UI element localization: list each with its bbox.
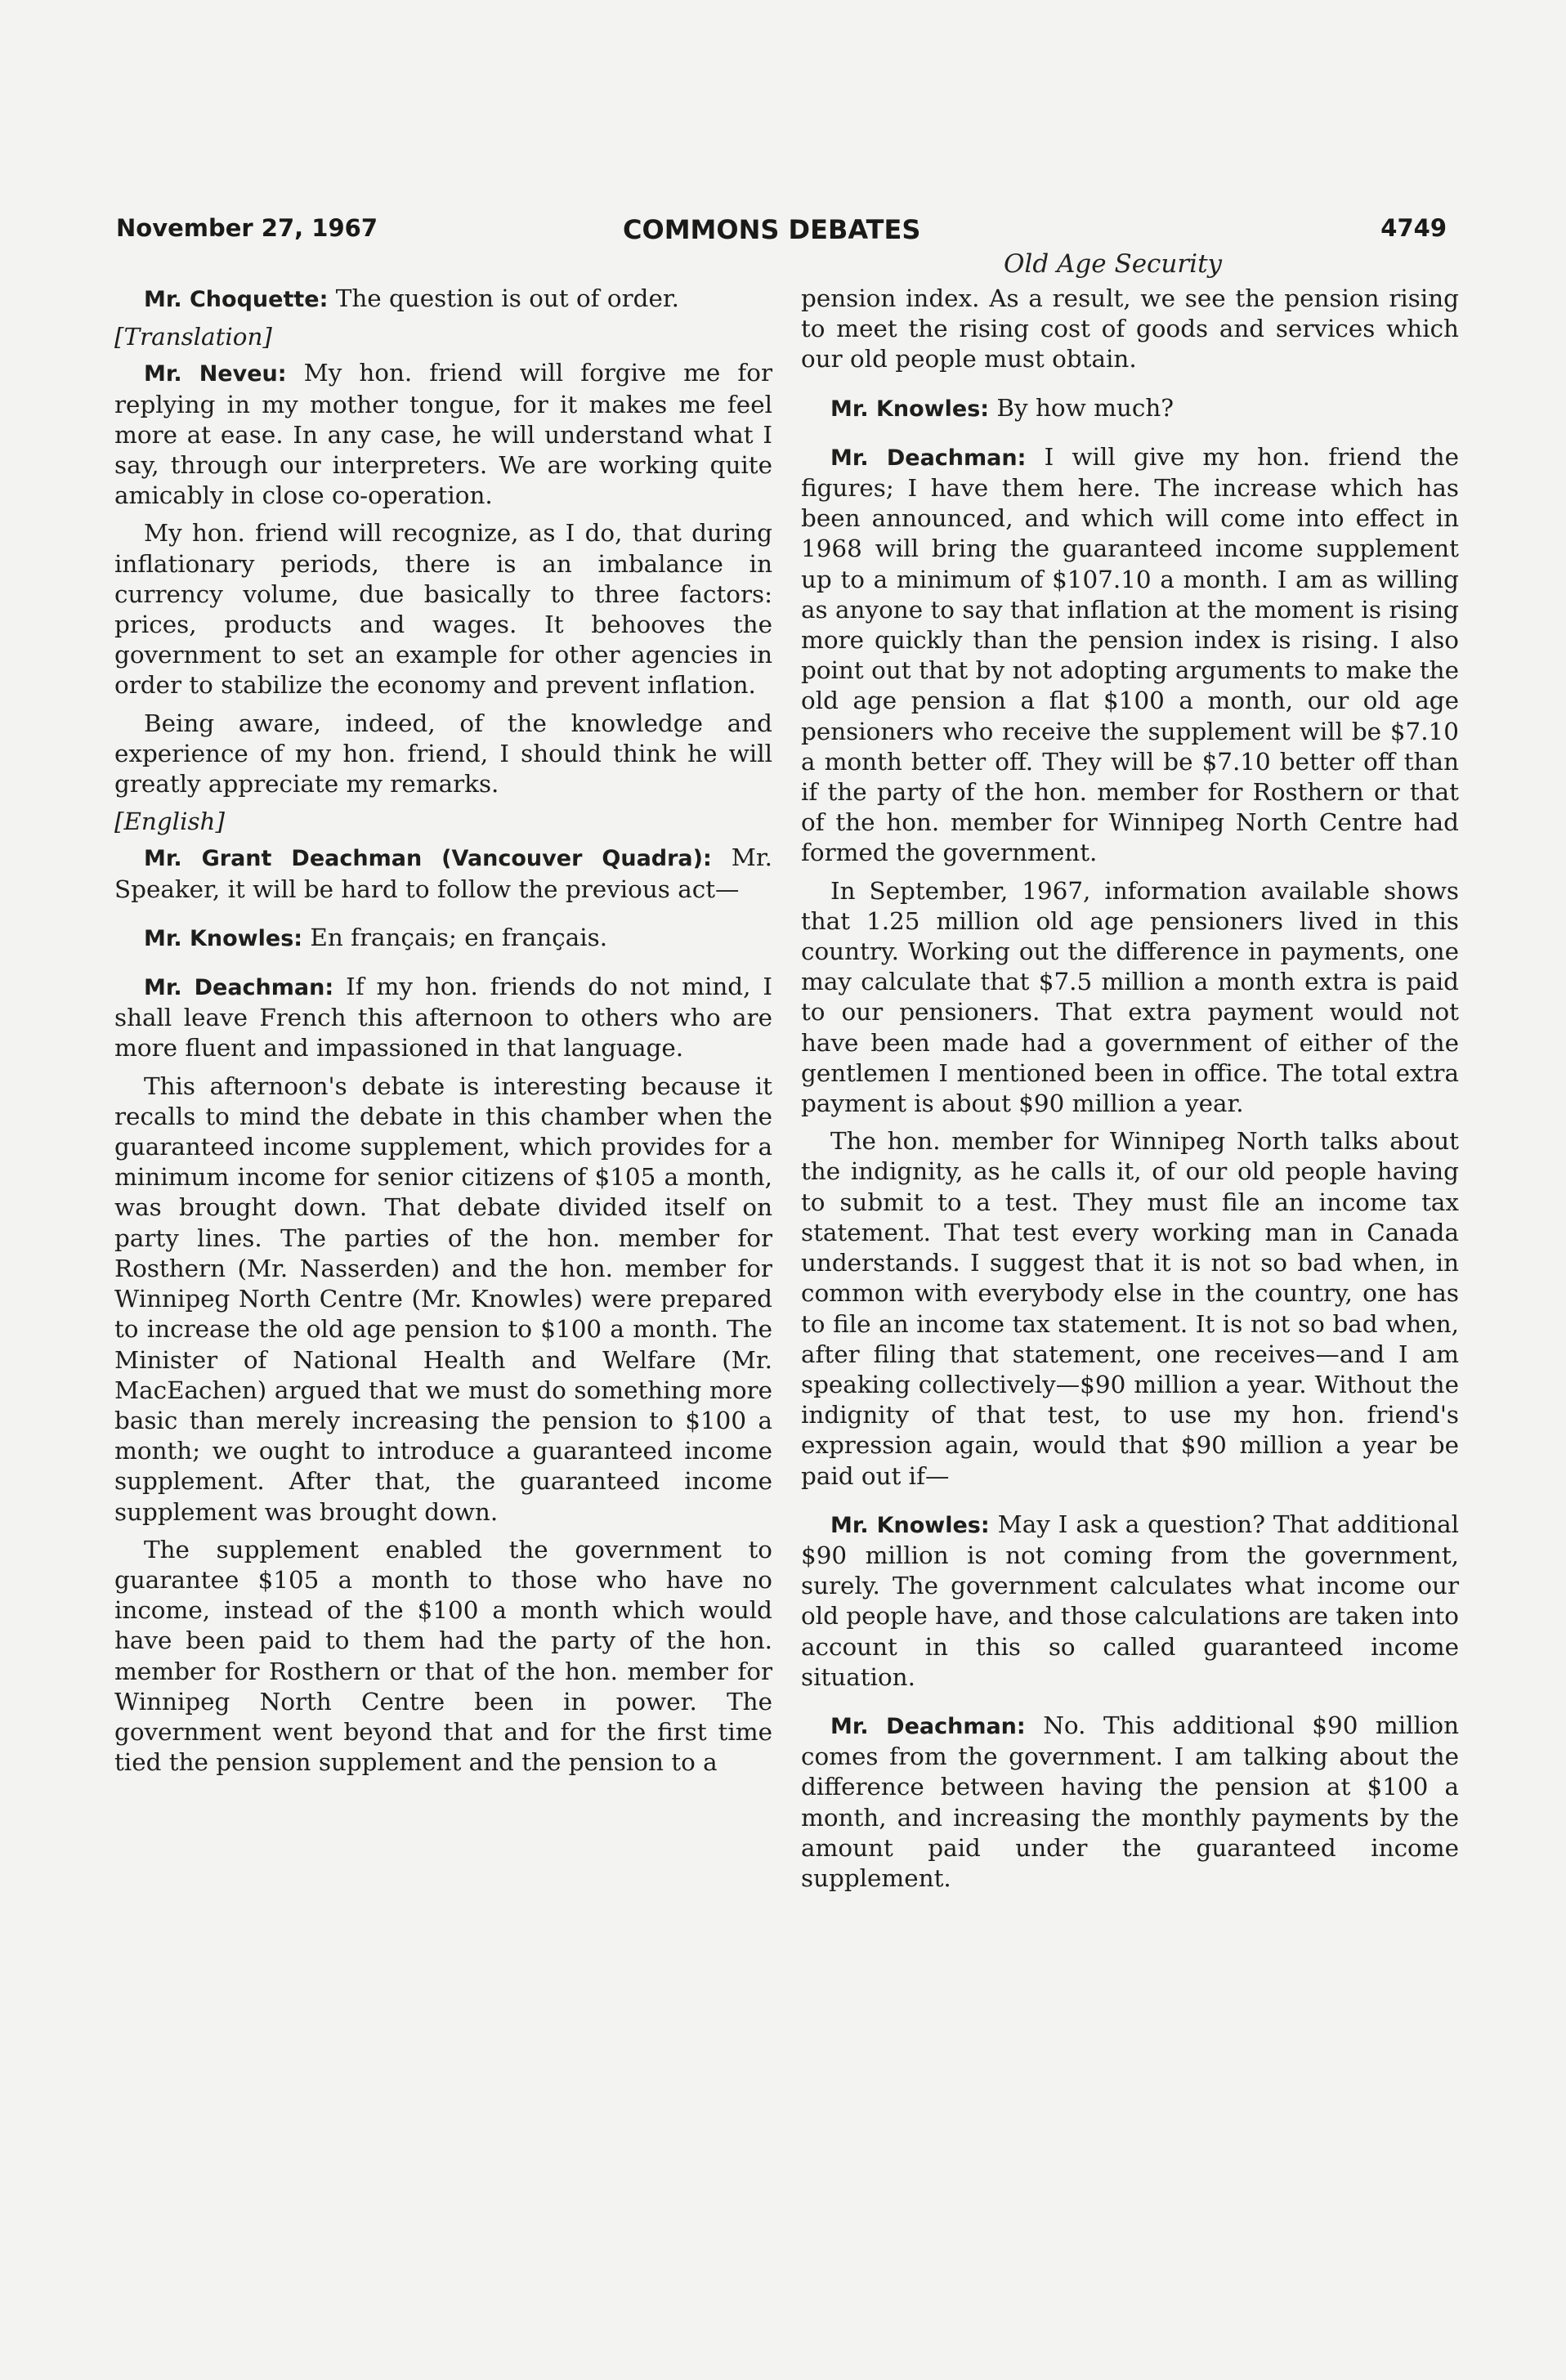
paragraph-text: I will give my hon. friend the figures; I have them here. The increase which has been announced, and which will come into effect in 1968 will bring the guaranteed income supplement up to a minimum of $107.10 a month. I am as willing as anyone to say that inflation at the moment is rising more quickly than the pension index is rising. I also point out that by not adopting arguments to make the old age pension a flat $100 a month, our old age pensioners who receive the supplement will be $7.10 a month better off. They will be $7.10 better off than if the party of the hon. member for Rosthern or that of the hon. member for Winnipeg North Centre had formed the government.: [801, 442, 1460, 867]
language-marker: [114, 807, 772, 837]
paragraph-text: May I ask a question? That additional $90 million is not coming from the government, surely. The government calculates what income our old people have, and those calculations are taken into account in this so called guaranteed income situation.: [801, 1510, 1460, 1691]
paragraph-text: My hon. friend will recognize, as I do, that during inflationary periods, there is an imbalance in currency volume, due basically to three factors: prices, products and wages. It behooves the government to set an example for other agencies in order to stabilize the economy and prevent inflation.: [114, 519, 772, 700]
paragraph-text: By how much?: [996, 393, 1174, 422]
speech-paragraph: [114, 284, 772, 315]
right-column: [801, 284, 1459, 1901]
language-marker-text: [Translation]: [114, 323, 272, 351]
speaker-name: Mr. Knowles:: [144, 925, 303, 951]
speaker-name: Mr. Deachman:: [830, 445, 1027, 471]
paragraph: [801, 284, 1459, 375]
paragraph: [114, 709, 772, 800]
language-marker: [114, 322, 772, 352]
paragraph-text: My hon. friend will forgive me for replying in my mother tongue, for it makes me feel more at ease. In any case, he will understand what I say, through our interpreters. We are working quite amicably in close co-operation.: [114, 359, 772, 510]
paragraph: [114, 1071, 772, 1528]
language-marker-text: [English]: [114, 808, 225, 836]
header-page-number: 4749: [1380, 214, 1447, 242]
speech-paragraph: [801, 442, 1459, 869]
speech-paragraph: [801, 393, 1459, 424]
paragraph-text: The question is out of order.: [335, 284, 680, 312]
section-subtitle: Old Age Security: [1004, 249, 1223, 279]
paragraph-text: pension index. As a result, we see the pension rising to meet the rising cost of goods and services which our old people must obtain.: [801, 284, 1459, 374]
left-column: [114, 284, 772, 1785]
paragraph-text: En français; en français.: [310, 923, 608, 951]
speaker-name: Mr. Grant Deachman (Vancouver Quadra):: [144, 846, 712, 872]
paragraph: [114, 518, 772, 700]
paragraph: [801, 876, 1459, 1120]
speech-paragraph: [801, 1510, 1459, 1693]
speech-paragraph: [114, 358, 772, 511]
paragraph: [801, 1126, 1459, 1491]
paragraph-text: If my hon. friends do not mind, I shall leave French this afternoon to others who are more fluent and impassioned in that language.: [114, 973, 772, 1062]
paragraph-text: Being aware, indeed, of the knowledge and experience of my hon. friend, I should think he will greatly appreciate my remarks.: [114, 709, 772, 799]
speaker-name: Mr. Deachman:: [144, 975, 334, 1001]
paragraph-text: The supplement enabled the government to guarantee $105 a month to those who have no income, instead of the $100 a month which would have been paid to them had the party of the hon. member for Rosthern or that of the hon. member for Winnipeg North Centre been in power. The government went beyond that and for the first time tied the pension supplement and the pension to a: [114, 1535, 772, 1777]
speech-paragraph: [801, 1711, 1459, 1894]
speech-paragraph: [114, 972, 772, 1064]
speaker-name: Mr. Choquette:: [144, 287, 329, 312]
paragraph-text: This afternoon's debate is interesting because it recalls to mind the debate in this chamber when the guaranteed income supplement, which provides for a minimum income for senior citizens of $105 a month, was brought down. That debate divided itself on party lines. The parties of the hon. member for Rosthern (Mr. Nasserden) and the hon. member for Winnipeg North Centre (Mr. Knowles) were prepared to increase the old age pension to $100 a month. The Minister of National Health and Welfare (Mr. MacEachen) argued that we must do something more basic than merely increasing the pension to $100 a month; we ought to introduce a guaranteed income supplement. After that, the guaranteed income supplement was brought down.: [114, 1071, 772, 1526]
speaker-name: Mr. Neveu:: [144, 361, 287, 387]
header-date: November 27, 1967: [116, 214, 378, 242]
paragraph-text: No. This additional $90 million comes from the government. I am talking about the difference between having the pension at $100 a month, and increasing the monthly payments by the amount paid under the guaranteed income supplement.: [801, 1711, 1459, 1892]
header-title: COMMONS DEBATES: [623, 214, 921, 245]
paragraph: [114, 1535, 772, 1778]
paragraph-text: In September, 1967, information available shows that 1.25 million old age pensioners lived in this country. Working out the difference in payments, one may calculate that $7.5 million a month extra is paid to our pensioners. That extra payment would not have been made had a government of either of the gentlemen I mentioned been in office. The total extra payment is about $90 million a year.: [801, 876, 1459, 1118]
speaker-name: Mr. Knowles:: [830, 1512, 990, 1538]
paragraph-text: The hon. member for Winnipeg North talks about the indignity, as he calls it, of our old people having to submit to a test. They must file an income tax statement. That test every working man in Canada understands. I suggest that it is not so bad when, in common with everybody else in the country, one has to file an income tax statement. It is not so bad when, after filing that statement, one receives—and I am speaking collectively—$90 million a year. Without the indignity of that test, to use my hon. friend's expression again, would that $90 million a year be paid out if—: [801, 1127, 1459, 1490]
speaker-name: Mr. Knowles:: [830, 396, 990, 422]
paragraph-text: Mr. Speaker, it will be hard to follow the previous act—: [114, 843, 773, 903]
speech-paragraph: [114, 923, 772, 954]
speech-paragraph: [114, 843, 772, 904]
speaker-name: Mr. Deachman:: [830, 1713, 1026, 1739]
